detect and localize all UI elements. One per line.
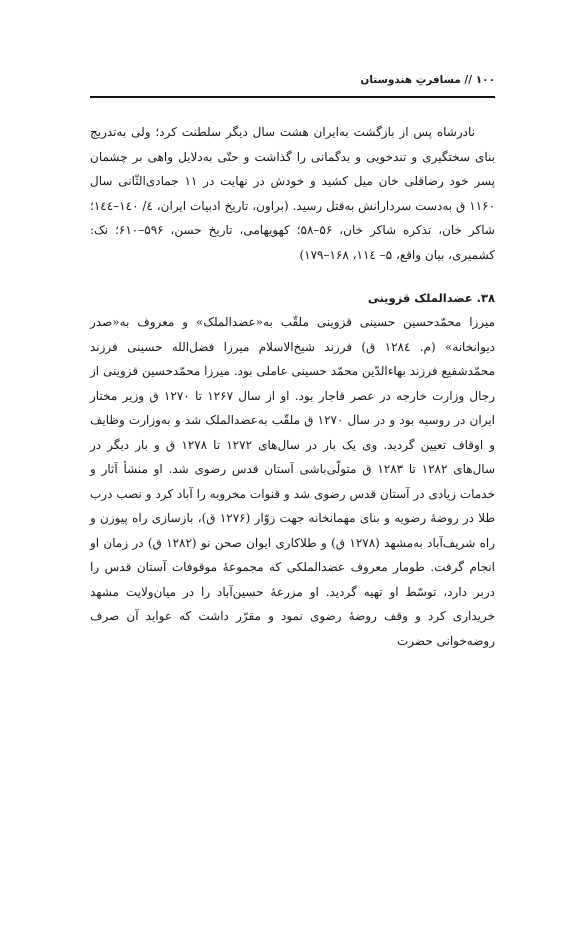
paragraph-azod-al-molk: میرزا محمّدحسین حسینی قزوینی ملقّب به«عضدالملک» و معروف به«صدر دیوانخانه» (م. ۱۲۸٤ ق) فرزند شیخ‌الاسلام میرزا فضل‌الله حسینی فرزند محمّدشفیع فرزند بهاءالدّین محمّد حسینی عاملی بود. میرزا محمّدحسین قزوینی از رجال وزارت خارجه در عصر قاجار بود. او از سال ۱۲۶۷ تا ۱۲۷۰ ق وزیر مختار ایران در روسیه بود و در سال ۱۲۷۰ ق ملقّب به‌عضدالملک شد و به‌وزارت وظایف و اوقاف تعیین گردید. وی یک بار در سال‌های ۱۲۷۲ تا ۱۲۷۸ ق و بار دیگر در سال‌های ۱۲۸۲ تا ۱۲۸۳ ق متولّی‌باشی آستان قدس رضوی شد. او منشأ آثار و خدمات زیادی در آستان قدس رضوی شد و قنوات مخروبه را آباد کرد و نصب درب طلا در روضهٔ رضویه و بنای مهمانخانه جهت زوّار (۱۲۷۶ ق)، بازسازی راه پیوزن و راه شریف‌آباد به‌مشهد (۱۲۷۸ ق) و طلاکاری ایوان صحن نو (۱۲۸۲ ق) در زمان او انجام گرفت. طومار معروف عضدالملکی که مجموعهٔ موقوفات آستان قدس را دربر دارد، توسّط او تهیه گردید. او مزرعهٔ حسین‌آباد را در میان‌ولایت مشهد خریداری کرد و وقف روضهٔ رضوی نمود و مقرّر داشت که عواید آن صرف روضه‌خوانی حضرت	[90, 315, 496, 648]
section-heading: ۳۸. عضدالملک قزوینی	[367, 291, 495, 305]
book-page	[90, 0, 495, 950]
header-rule	[90, 96, 495, 98]
paragraph-nader-shah: نادرشاه پس از بازگشت به‌ایران هشت سال دیگر سلطنت کرد؛ ولی به‌تدریج بنای سختگیری و تندخویی و بدگمانی را گذاشت و حتّی به‌دلایل واهی بر چشمان پسر خود رضاقلی خان میل کشید و خودش در نهایت در ۱۱ جمادی‌الثّانی سال ۱۱۶۰ ق به‌دست سردارانش به‌قتل رسید. (براون، تاریخ ادبیات ایران، ٤/ ١٤٠–١٤٤؛ شاکر خان، تذکره شاکر خان، ۵۶–۵۸؛ کهویهامی، تاریخ حسن، ۵۹۶–۶۱۰؛ نک: کشمیری، بیان واقع، ۵– ۱۱٤، ۱۶۸–۱۷۹)	[90, 125, 496, 262]
running-head: ۱۰۰ // مسافرتِ هندوستان	[360, 74, 495, 86]
body-text	[90, 120, 495, 653]
